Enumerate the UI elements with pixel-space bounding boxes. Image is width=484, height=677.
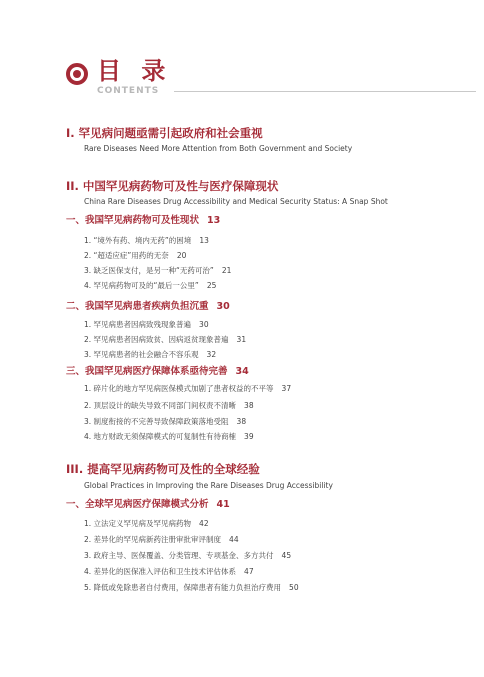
page-number: 30 xyxy=(216,301,230,312)
section-title-3[interactable]: III. 提高罕见病药物可及性的全球经验 xyxy=(66,462,260,476)
subsection-2-3[interactable]: 三、我国罕见病医疗保障体系亟待完善 34 xyxy=(66,366,249,377)
page-number: 39 xyxy=(244,432,254,441)
page-number: 34 xyxy=(235,366,249,377)
toc-item[interactable]: 3. 制度衔接的不完善导致保障政策落地受阻 38 xyxy=(84,417,247,426)
toc-item[interactable]: 1. 罕见病患者因病致残现象普遍 30 xyxy=(84,320,209,329)
page-number: 30 xyxy=(199,320,209,329)
subsection-2-1[interactable]: 一、我国罕见病药物可及性现状 13 xyxy=(66,215,221,226)
subsection-2-2[interactable]: 二、我国罕见病患者疾病负担沉重 30 xyxy=(66,301,230,312)
page-number: 32 xyxy=(206,350,217,359)
page-number: 38 xyxy=(244,401,254,410)
page-number: 13 xyxy=(207,215,221,226)
toc-item[interactable]: 4. 罕见病药物可及的“最后一公里” 25 xyxy=(84,281,217,290)
page-number: 37 xyxy=(281,384,292,393)
page-number: 47 xyxy=(244,567,254,576)
section-title-en-1: Rare Diseases Need More Attention from Both Government and Society xyxy=(84,144,353,153)
page-number: 20 xyxy=(176,251,187,260)
section-title-en-3: Global Practices in Improving the Rare Diseases Drug Accessibility xyxy=(84,481,333,490)
page-number: 13 xyxy=(199,236,209,245)
toc-item[interactable]: 2. 罕见病患者因病致贫、因病返贫现象普遍 31 xyxy=(84,335,247,344)
toc-item[interactable]: 3. 政府主导、医保覆盖、分类管理、专项基金、多方共付 45 xyxy=(84,551,292,560)
toc-item[interactable]: 4. 地方财政无须保障模式的可复制性有待商榷 39 xyxy=(84,432,254,441)
toc-item[interactable]: 5. 降低或免除患者自付费用，保障患者有能力负担治疗费用 50 xyxy=(84,583,299,592)
toc-header xyxy=(66,58,476,98)
toc-item[interactable]: 2. 差异化的罕见病新药注册审批审评制度 44 xyxy=(84,535,239,544)
subsection-3-1[interactable]: 一、全球罕见病医疗保障模式分析 41 xyxy=(66,499,230,510)
page-number: 44 xyxy=(229,535,239,544)
toc-item[interactable]: 1. 碎片化的地方罕见病医保模式加剧了患者权益的不平等 37 xyxy=(84,384,292,393)
toc-item[interactable]: 1. 立法定义罕见病及罕见病药物 42 xyxy=(84,519,209,528)
section-title-1[interactable]: I. 罕见病问题亟需引起政府和社会重视 xyxy=(66,126,263,140)
header-divider xyxy=(174,91,476,92)
page-number: 42 xyxy=(199,519,209,528)
page-title: 目 录 xyxy=(97,57,172,85)
page-subtitle: CONTENTS xyxy=(97,86,160,96)
page-number: 50 xyxy=(289,583,299,592)
toc-item[interactable]: 2. “超适应症”用药的无奈 20 xyxy=(84,251,187,260)
toc-item[interactable]: 1. “境外有药、境内无药”的困境 13 xyxy=(84,236,209,245)
page-number: 41 xyxy=(216,499,230,510)
section-title-2[interactable]: II. 中国罕见病药物可及性与医疗保障现状 xyxy=(66,179,279,193)
toc-item[interactable]: 2. 顶层设计的缺失导致不同部门间权责不清晰 38 xyxy=(84,401,254,410)
page-number: 21 xyxy=(221,266,232,275)
toc-item[interactable]: 3. 缺乏医保支付，是另一种“无药可治” 21 xyxy=(84,266,232,275)
page-number: 45 xyxy=(281,551,292,560)
page-number: 31 xyxy=(236,335,247,344)
toc-item[interactable]: 3. 罕见病患者的社会融合不容乐观 32 xyxy=(84,350,217,359)
page-number: 38 xyxy=(236,417,247,426)
toc-item[interactable]: 4. 差异化的医保准入评估和卫生技术评估体系 47 xyxy=(84,567,254,576)
circle-logo-dot xyxy=(73,70,81,78)
section-title-en-2: China Rare Diseases Drug Accessibility and Medical Security Status: A Snap Shot xyxy=(84,197,388,206)
page-number: 25 xyxy=(206,281,217,290)
